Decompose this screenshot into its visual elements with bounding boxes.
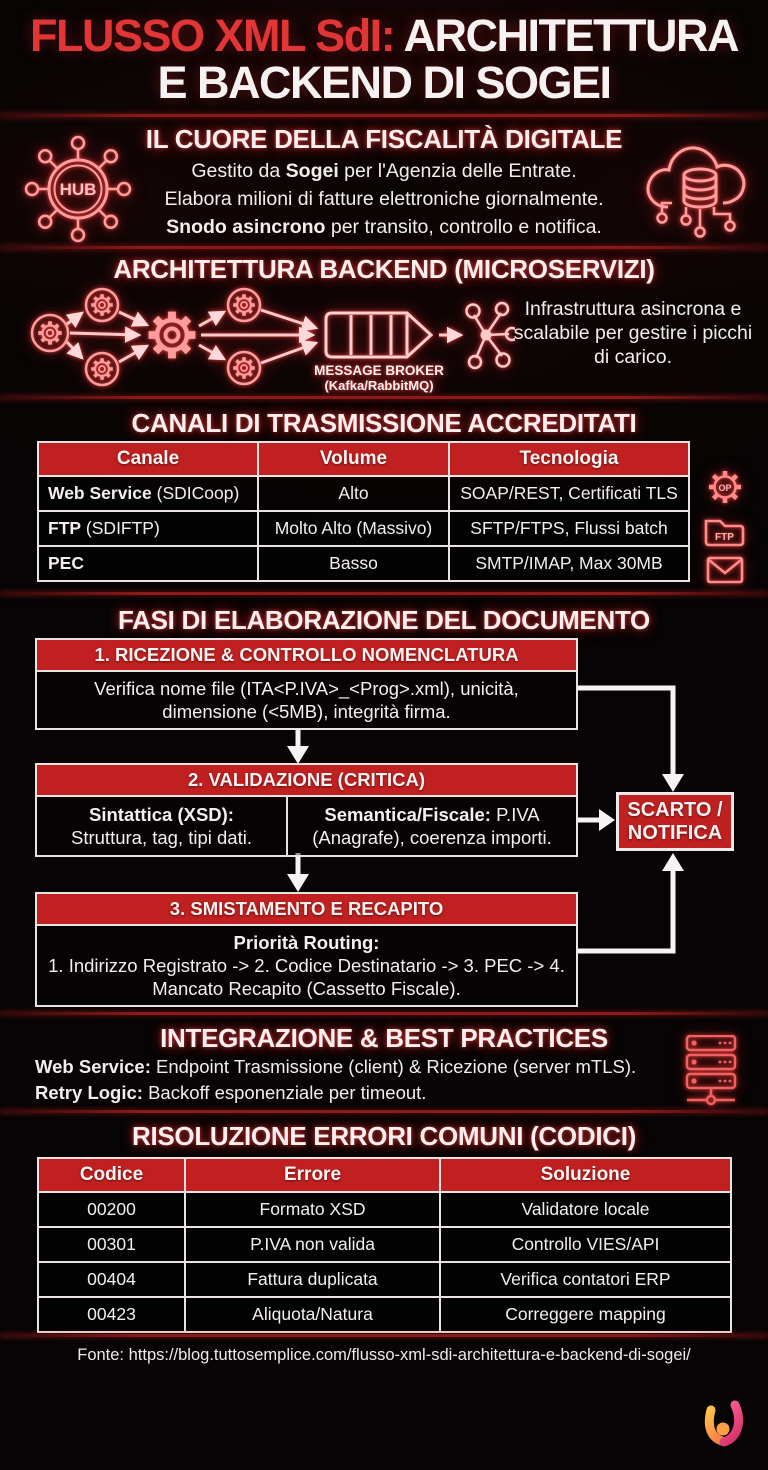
errors-heading: RISOLUZIONE ERRORI COMUNI (CODICI) — [131, 1121, 636, 1151]
phase-3-body: Priorità Routing: 1. Indirizzo Registrato -> 2. Codice Destinatario -> 3. PEC -> 4. Mancato Recapito (Cassetto Fiscale). — [48, 932, 565, 999]
server-rack-icon — [684, 1035, 738, 1107]
reject-notify-box: SCARTO / NOTIFICA — [616, 792, 734, 851]
col-codice: Codice — [38, 1158, 185, 1192]
section-core — [0, 117, 768, 246]
phase-2-right: Semantica/Fiscale: P.IVA (Anagrafe), coerenza importi. — [312, 804, 552, 848]
cell-solution: Validatore locale — [440, 1192, 731, 1227]
channels-heading: CANALI DI TRASMISSIONE ACCREDITATI — [131, 408, 637, 438]
cell-solution: Correggere mapping — [440, 1297, 731, 1332]
ftp-label: FTP — [715, 532, 734, 543]
page-title-line1 — [0, 12, 768, 59]
phase-2-body — [37, 797, 576, 855]
table-row — [38, 476, 689, 511]
integration-heading: INTEGRAZIONE & BEST PRACTICES — [160, 1023, 608, 1053]
table-row — [38, 546, 689, 581]
core-line-2: Elabora milioni di fatture elettroniche giornalmente. — [164, 188, 604, 210]
col-errore: Errore — [185, 1158, 440, 1192]
phase-1-title: 1. RICEZIONE & CONTROLLO NOMENCLATURA — [37, 640, 576, 672]
phase-box-1 — [35, 638, 578, 730]
phase-box-2 — [35, 763, 578, 857]
cell-solution: Verifica contatori ERP — [440, 1262, 731, 1297]
core-heading: IL CUORE DELLA FISCALITÀ DIGITALE — [145, 124, 623, 154]
table-row — [38, 511, 689, 546]
table-row — [38, 1192, 731, 1227]
section-channels — [0, 399, 768, 592]
source-text: Fonte: https://blog.tuttosemplice.com/flusso-xml-sdi-architettura-e-backend-di-sogei/ — [77, 1346, 691, 1364]
broker-label-1: MESSAGE BROKER — [314, 363, 444, 378]
core-line-3: Snodo asincrono per transito, controllo e notifica. — [166, 216, 602, 238]
broker-label-2: (Kafka/RabbitMQ) — [324, 378, 434, 393]
cell-code: 00301 — [38, 1227, 185, 1262]
phase-box-3 — [35, 892, 578, 1007]
cell-code: 00200 — [38, 1192, 185, 1227]
col-soluzione: Soluzione — [440, 1158, 731, 1192]
integration-line-2: Retry Logic: Backoff esponenziale per timeout. — [35, 1082, 427, 1103]
title-white-part: ARCHITETTURA — [394, 10, 738, 61]
phase-2-title: 2. VALIDAZIONE (CRITICA) — [37, 765, 576, 797]
cell-volume: Basso — [258, 546, 449, 581]
channels-table — [37, 441, 690, 582]
page-title-line2: E BACKEND DI SOGEI — [157, 57, 611, 108]
section-phases — [0, 596, 768, 1010]
ftp-folder-icon — [702, 511, 746, 549]
channels-header-row — [38, 442, 689, 476]
page-title — [0, 12, 768, 106]
arrow-to-reject-left — [599, 809, 615, 831]
title-red-part: FLUSSO XML SdI: — [30, 10, 395, 61]
integration-line-1: Web Service: Endpoint Trasmissione (client) & Ricezione (server mTLS). — [35, 1056, 637, 1077]
col-volume: Volume — [258, 442, 449, 476]
col-tecnologia: Tecnologia — [449, 442, 689, 476]
cell-channel: FTP (SDIFTP) — [38, 511, 258, 546]
section-backend — [0, 249, 768, 396]
table-row — [38, 1227, 731, 1262]
backend-heading: ARCHITETTURA BACKEND (MICROSERVIZI) — [113, 254, 655, 284]
hub-label: HUB — [59, 180, 97, 199]
cell-code: 00423 — [38, 1297, 185, 1332]
gear-op-icon — [704, 467, 746, 507]
errors-table — [37, 1157, 732, 1333]
arrow-down-1 — [287, 746, 309, 764]
cell-error: Fattura duplicata — [185, 1262, 440, 1297]
cell-error: Formato XSD — [185, 1192, 440, 1227]
cell-channel: PEC — [38, 546, 258, 581]
cell-tech: SOAP/REST, Certificati TLS — [449, 476, 689, 511]
core-line-1: Gestito da Sogei per l'Agenzia delle Entrate. — [191, 160, 577, 182]
cell-volume: Molto Alto (Massivo) — [258, 511, 449, 546]
cell-volume: Alto — [258, 476, 449, 511]
cell-tech: SMTP/IMAP, Max 30MB — [449, 546, 689, 581]
core-text — [134, 157, 634, 241]
microservices-pipeline-diagram — [15, 285, 515, 397]
integration-text — [35, 1054, 675, 1106]
arrow-down-2 — [287, 874, 309, 892]
arrow-to-reject-bottom — [662, 853, 684, 871]
col-canale: Canale — [38, 442, 258, 476]
message-broker-icon — [326, 313, 431, 357]
cloud-database-icon — [638, 135, 758, 243]
cell-solution: Controllo VIES/API — [440, 1227, 731, 1262]
gear-op-label: OP — [718, 483, 732, 493]
phase-2-left: Sintattica (XSD): Struttura, tag, tipi dati. — [37, 797, 288, 855]
section-integration — [0, 1015, 768, 1107]
cell-error: Aliquota/Natura — [185, 1297, 440, 1332]
arrow-to-reject-top — [662, 774, 684, 792]
brand-logo — [700, 1400, 746, 1452]
phase-3-title: 3. SMISTAMENTO E RECAPITO — [37, 894, 576, 926]
section-errors — [0, 1112, 768, 1332]
cell-code: 00404 — [38, 1262, 185, 1297]
phase-1-body: Verifica nome file (ITA<P.IVA>_<Prog>.xml), unicità, dimensione (<5MB), integrità firma. — [94, 678, 519, 722]
table-row — [38, 1262, 731, 1297]
phases-heading: FASI DI ELABORAZIONE DEL DOCUMENTO — [118, 605, 650, 635]
section-divider — [0, 1334, 768, 1337]
errors-header-row — [38, 1158, 731, 1192]
mail-envelope-icon — [704, 553, 746, 587]
section-divider — [0, 592, 768, 595]
hub-network-icon — [22, 131, 134, 243]
cell-error: P.IVA non valida — [185, 1227, 440, 1262]
backend-note: Infrastruttura asincrona e scalabile per gestire i picchi di carico. — [513, 298, 753, 368]
cell-channel: Web Service (SDICoop) — [38, 476, 258, 511]
table-row — [38, 1297, 731, 1332]
cell-tech: SFTP/FTPS, Flussi batch — [449, 511, 689, 546]
